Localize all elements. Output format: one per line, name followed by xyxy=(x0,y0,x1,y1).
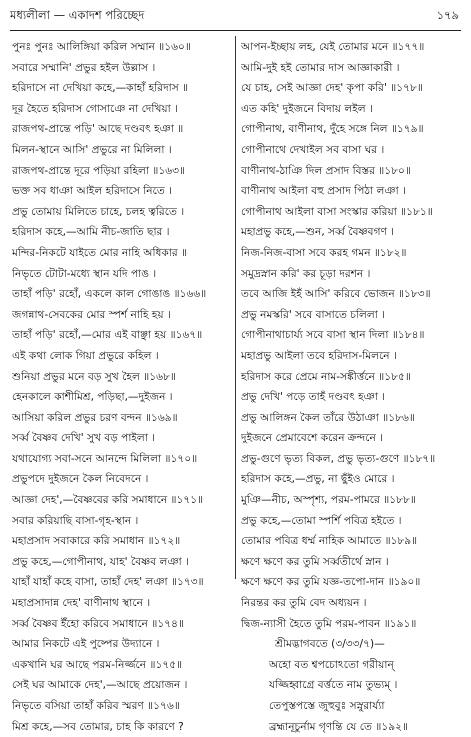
text-line: তাহাঁ পড়ি' রহোঁ, একলে কাল গোঙাঙ ॥১৬৬॥ xyxy=(12,288,207,301)
text-line: মহাপ্রসাদান্ন দেহ' বাণীনাথ স্থানে । xyxy=(12,597,151,610)
text-line: ভক্ত সব ধাঞা আইল হরিদাসে নিতে । xyxy=(12,185,172,198)
text-line: দ্বিজ-ন্যাসী হৈতে তুমি পরম-পাবন ॥১৯১॥ xyxy=(241,617,417,630)
text-line: প্রভু দেখি' পড়ে তাহঁ দণ্ডবৎ হঞা । xyxy=(241,391,386,404)
page-header xyxy=(10,6,461,24)
text-line: সবারে সম্মানি' প্রভুর হইল উল্লাস । xyxy=(12,61,156,74)
text-line: আমি-দুই হই তোমার দাস আজ্ঞাকারী । xyxy=(241,61,400,74)
text-line: সেই ঘর আমাকে দেহ',—আছে প্রয়োজন । xyxy=(12,679,188,692)
text-line: নিরন্তর কর তুমি বেদ অধ্যয়ন । xyxy=(241,597,367,610)
text-line: সবার করিয়াছি বাসা-গৃহ-স্থান । xyxy=(12,514,139,527)
page-number: ১৭৯ xyxy=(436,8,459,22)
text-line: গোপীনাথ আইলা বাসা সংস্কার করিয়া ॥১৮১॥ xyxy=(241,205,433,218)
text-line: হরিদাস করে প্রেমে নাম-সঙ্কীর্ত্তনে ॥১৮৫॥ xyxy=(241,370,411,383)
text-line: বাণীনাথ আইলা বহু প্রসাদ পিঠা লঞা । xyxy=(241,185,406,198)
text-line: হেনকালে কাশীমিশ্র, পড়িছা,—দুইজন । xyxy=(12,391,173,404)
text-line: পুনঃ পুনঃ আলিঙ্গিয়া করিল সম্মান ॥১৬০॥ xyxy=(12,41,191,53)
text-line: হরিদাস কহে,—আমি নীচ-জাতি ছার । xyxy=(12,226,170,239)
text-line: রাজপথ-প্রান্তে দূরে পড়িয়া রহিলা ॥১৬৩॥ xyxy=(12,164,186,177)
text-line: বাণীনাথ-ঠাঞি দিল প্রসাদ বিস্তর ॥১৮০॥ xyxy=(241,164,411,177)
text-line: মিলন-স্থানে আসি' প্রভুরে না মিলিলা । xyxy=(12,143,172,156)
text-line: যথাযোগ্য সবা-সনে আনন্দে মিলিলা ॥১৭০॥ xyxy=(12,452,198,465)
text-line: নিজ-নিজ-বাসা সবে করহ গমন ॥১৮২॥ xyxy=(241,246,407,259)
text-line: মুঞি—নীচ, অস্পৃশ্য, পরম-পামরে ॥১৮৮॥ xyxy=(241,494,416,507)
text-line: প্রভুপদে দুইজনে কৈল নিবেদনে । xyxy=(12,473,149,486)
text-line: এই কথা লোক গিয়া প্রভুরে কহিল । xyxy=(12,349,159,362)
text-line: প্রভু কহে,—গোপীনাথ, যাহ' বৈষ্ণব লঞা । xyxy=(12,555,189,568)
text-line: এত কহি' দুইজনে বিদায় লইল । xyxy=(241,102,373,115)
text-line: যাহাঁ যাহাঁ কহে বাসা, তাহাঁ দেহ' লঞা ॥১৭৩॥ xyxy=(12,576,204,589)
text-line: যে চাহ, সেই আজ্ঞা দেহ' কৃপা করি' ॥১৭৮॥ xyxy=(241,82,423,95)
text-line: হরিদাস কহে,—প্রভু, না ছুঁইও মোরে । xyxy=(241,473,395,486)
text-line: তবে আজি ইহঁ আসি' করিবে ভোজন ॥১৮৩॥ xyxy=(241,288,431,301)
text-line: নিভৃতে টোটা-মধ্যে স্থান যদি পাঙ । xyxy=(12,267,157,280)
text-line: দুইজনে প্রেমাবেশে করেন ক্রন্দনে । xyxy=(241,432,383,445)
text-line: প্রভু কহে,—তোমা স্পর্শি পবিত্র হইতে । xyxy=(241,514,402,527)
text-line: আমার নিকটে এই পুষ্পের উদ্যানে । xyxy=(12,638,160,651)
header-rule xyxy=(10,30,461,31)
text-line: মহাপ্রসাদ সবাকারে করি সমাধান ॥১৭২॥ xyxy=(12,535,181,548)
text-line: ক্ষণে ক্ষণে কর তুমি সর্ব্বতীর্থে স্নান । xyxy=(241,555,389,568)
scripture-citation: শ্রীমদ্ভাগবতে (৩/৩৩/৭)— xyxy=(275,638,385,651)
text-line: প্রভু তোমায় মিলিতে চাহে, চলহ ত্বরিতে । xyxy=(12,205,185,218)
text-line: সর্ব্ব বৈষ্ণব ইঁহো করিবে সমাধানে ॥১৭৪॥ xyxy=(12,617,184,630)
sanskrit-verse-line: যজ্জিহ্বাগ্রে বর্ত্ততে নাম তুভ্যম্ । xyxy=(269,679,398,692)
text-line: মন্দির-নিকটে যাইতে মোর নাহি অধিকার ॥ xyxy=(12,246,188,259)
text-line: মহাপ্রভু আইলা তবে হরিদাস-মিলনে । xyxy=(241,349,397,362)
text-line: রাজপথ-প্রান্তে পড়ি' আছে দণ্ডবৎ হঞা ॥ xyxy=(12,123,184,136)
text-line: ক্ষণে ক্ষণে কর তুমি যজ্ঞ-তপো-দান ॥১৯০॥ xyxy=(241,576,421,589)
text-line: গোপীনাথে দেখাইল সব বাসা ঘর । xyxy=(241,143,385,156)
text-line: মিশ্র কহে,—সব তোমার, চাহ কি কারণে ? xyxy=(12,720,184,733)
text-line: জগন্নাথ-সেবকের মোর স্পর্শ নাহি হয় । xyxy=(12,308,171,321)
text-line: আপন-ইচ্ছায় লহ, যেই তোমার মনে ॥১৭৭॥ xyxy=(241,41,425,53)
text-line: তাহাঁ পড়ি' রহোঁ,—মোর এই বাঞ্ছা হয় ॥১৬৭॥ xyxy=(12,329,203,342)
section-title: মধ্যলীলা — একাদশ পরিচ্ছেদ xyxy=(10,8,145,22)
text-line: গোপীনাথ, বাণীনাথ, দুঁহে সঙ্গে নিল ॥১৭৯॥ xyxy=(241,123,424,136)
text-line: সর্ব্ব বৈষ্ণব দেখি' সুখ বড় পাইলা । xyxy=(12,432,156,445)
right-column xyxy=(241,37,461,737)
text-line: সমুদ্রস্নান করি' কর চূড়া দরশন । xyxy=(241,267,371,280)
text-line: হরিদাসে না দেখিয়া কহে,—কাহাঁ হরিদাস ॥ xyxy=(12,82,189,95)
text-line: আজ্ঞা দেহ',—বৈষ্ণবের করি সমাধানে ॥১৭১॥ xyxy=(12,494,204,507)
text-line: দূর হৈতে হরিদাস গোসাঞে না দেখিয়া । xyxy=(12,102,178,115)
text-line: শুনিয়া প্রভুর মনে বড় সুখ হৈল ॥১৬৮॥ xyxy=(12,370,176,383)
text-line: প্রভু-গুণে ভৃত্য বিকল, প্রভু ভৃত্য-গুণে ॥১৮৭॥ xyxy=(241,452,436,465)
sanskrit-verse-line: অহো বত শ্বপচোঽতো গরীয়ান্ xyxy=(269,658,394,671)
text-line: নিভৃতে বসিয়া তাহাঁ করিব স্মরণ ॥১৭৬॥ xyxy=(12,700,180,712)
column-divider xyxy=(235,36,236,579)
text-line: আসিয়া করিল প্রভুর চরণ বন্দন ॥১৬৯॥ xyxy=(12,411,178,424)
sanskrit-verse-line: ব্রহ্মানূচুর্নাম গৃণন্তি যে তে ॥১৯২॥ xyxy=(269,720,408,733)
text-line: মহাপ্রভু কহে,—শুন, সর্ব্ব বৈষ্ণবগণ । xyxy=(241,226,395,239)
left-column xyxy=(12,37,231,737)
text-line: একখানি ঘর আছে পরম-নির্জ্জনে ॥১৭৫॥ xyxy=(12,658,183,671)
text-line: প্রভু আলিঙ্গন কৈল তাঁরে উঠাঞা ॥১৮৬॥ xyxy=(241,411,415,424)
sanskrit-verse-line: তেপুস্তপস্তে জুহুবুঃ সস্নুরার্য্যা xyxy=(269,700,385,712)
text-line: গোপীনাথাচার্য্য সবে বাসা স্থান দিলা ॥১৮৪॥ xyxy=(241,329,425,342)
text-line: প্রভু নমস্করি' সবে বাসাতে চলিলা । xyxy=(241,308,386,321)
text-line: তোমার পবিত্র ধর্ম্ম নাহিক আমাতে ॥১৮৯॥ xyxy=(241,535,418,548)
